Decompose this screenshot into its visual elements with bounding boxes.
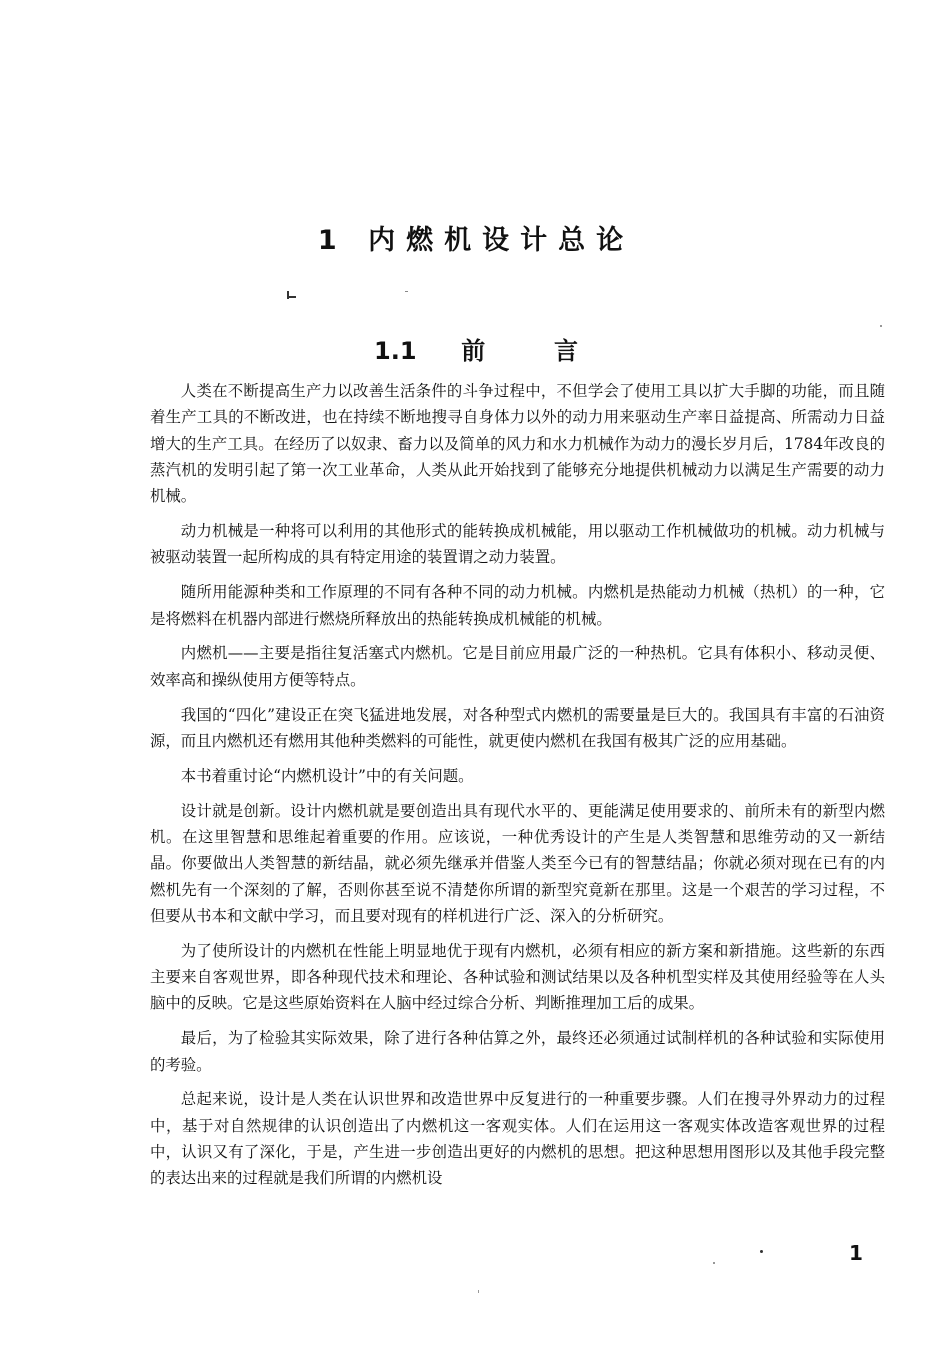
paragraph: 最后，为了检验其实际效果，除了进行各种估算之外，最终还必须通过试制样机的各种试验和实际使用的考验。 <box>150 1029 885 1074</box>
scan-speck <box>880 325 882 327</box>
section-heading <box>0 335 952 367</box>
page-number: 1 <box>849 1241 863 1265</box>
scan-speck <box>405 291 408 292</box>
paragraph: 设计就是创新。设计内燃机就是要创造出具有现代水平的、更能满足使用要求的、前所未有的新型内燃机。在这里智慧和思维起着重要的作用。应该说，一种优秀设计的产生是人类智慧和思维劳动的又一新结晶。你要做出人类智慧的新结晶，就必须先继承并借鉴人类至今已有的智慧结晶；你就必须对现在已有的内燃机先有一个深刻的了解，否则你甚至说不清楚你所谓的新型究竟新在那里。这是一个艰苦的学习过程，不但要从书本和文献中学习，而且要对现有的样机进行广泛、深入的分析研究。 <box>150 801 885 925</box>
chapter-title: 1 内燃机设计总论 <box>317 225 635 256</box>
paragraph: 随所用能源种类和工作原理的不同有各种不同的动力机械。内燃机是热能动力机械（热机）的一种，它是将燃料在机器内部进行燃烧所释放出的热能转换成机械能的机械。 <box>150 583 885 628</box>
section-number: 1.1 <box>374 337 417 365</box>
paragraph: 内燃机——主要是指往复活塞式内燃机。它是目前应用最广泛的一种热机。它具有体积小、移动灵便、效率高和操纵使用方便等特点。 <box>150 644 885 689</box>
paragraph: 人类在不断提高生产力以改善生活条件的斗争过程中，不但学会了使用工具以扩大手脚的功能，而且随着生产工具的不断改进，也在持续不断地搜寻自身体力以外的动力用来驱动生产率日益提高、所需动力日益增大的生产工具。在经历了以奴隶、畜力以及简单的风力和水力机械作为动力的漫长岁月后，1784年改良的蒸汽机的发明引起了第一次工业革命，人类从此开始找到了能够充分地提供机械动力以满足生产需要的动力机械。 <box>150 382 885 506</box>
paragraph: 本书着重讨论“内燃机设计”中的有关问题。 <box>180 766 474 785</box>
section-title-left: 前 <box>461 337 486 365</box>
paragraph: 为了使所设计的内燃机在性能上明显地优于现有内燃机，必须有相应的新方案和新措施。这些新的东西主要来自客观世界，即各种现代技术和理论、各种试验和测试结果以及各种机型实样及其使用经验等在人头脑中的反映。它是这些原始资料在人脑中经过综合分析、判断推理加工后的成果。 <box>150 941 885 1013</box>
scan-speck <box>287 291 289 299</box>
body-text <box>150 378 885 1200</box>
paragraph: 总起来说，设计是人类在认识世界和改造世界中反复进行的一种重要步骤。人们在搜寻外界动力的过程中，基于对自然规律的认识创造出了内燃机这一客观实体。人们在运用这一客观实体改造客观世界的过程中，认识又有了深化，于是，产生进一步创造出更好的内燃机的思想。把这种思想用图形以及其他手段完整的表达出来的过程就是我们所谓的内燃机设 <box>150 1090 885 1188</box>
scan-speck <box>760 1250 763 1253</box>
section-title-right: 言 <box>553 337 578 365</box>
paragraph: 动力机械是一种将可以利用的其他形式的能转换成机械能，用以驱动工作机械做功的机械。动力机械与被驱动装置一起所构成的具有特定用途的装置谓之动力装置。 <box>150 522 885 567</box>
paragraph: 我国的“四化”建设正在突飞猛进地发展，对各种型式内燃机的需要量是巨大的。我国具有丰富的石油资源，而且内燃机还有燃用其他种类燃料的可能性，就更使内燃机在我国有极其广泛的应用基础。 <box>150 705 885 750</box>
scan-speck <box>478 1290 479 1293</box>
scan-speck <box>713 1262 715 1264</box>
